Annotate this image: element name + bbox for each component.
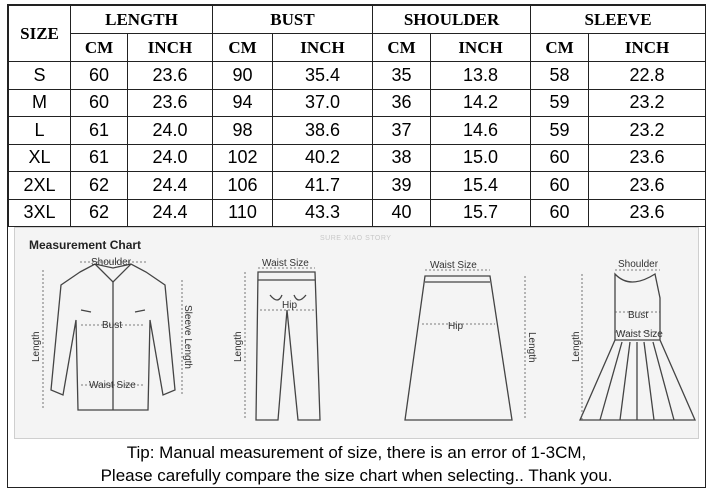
pants-length-label: Length bbox=[233, 331, 244, 362]
size-rows bbox=[9, 62, 706, 227]
shirt-shoulder-label: Shoulder bbox=[91, 257, 132, 268]
value-cell: 60 bbox=[71, 62, 128, 90]
unit-header: CM bbox=[373, 34, 431, 62]
table-row bbox=[9, 89, 706, 117]
value-cell: 59 bbox=[531, 117, 589, 145]
value-cell: 15.0 bbox=[431, 144, 531, 172]
value-cell: 24.4 bbox=[128, 199, 213, 227]
tip-line-2: Please carefully compare the size chart when selecting.. Thank you. bbox=[100, 466, 613, 485]
group-header-sleeve: SLEEVE bbox=[531, 6, 706, 34]
table-row bbox=[9, 62, 706, 90]
group-header-shoulder: SHOULDER bbox=[373, 6, 531, 34]
chart-title: Measurement Chart bbox=[29, 238, 142, 252]
value-cell: 23.2 bbox=[589, 89, 706, 117]
value-cell: 39 bbox=[373, 172, 431, 200]
group-header-length: LENGTH bbox=[71, 6, 213, 34]
value-cell: 110 bbox=[213, 199, 273, 227]
value-cell: 98 bbox=[213, 117, 273, 145]
skirt-hip-label: Hip bbox=[448, 321, 464, 332]
size-cell: 3XL bbox=[9, 199, 71, 227]
value-cell: 38 bbox=[373, 144, 431, 172]
dress-length-label: Length bbox=[571, 331, 582, 362]
dress-bust-label: Bust bbox=[628, 310, 649, 321]
size-cell: XL bbox=[9, 144, 71, 172]
value-cell: 40 bbox=[373, 199, 431, 227]
skirt-length-label: Length bbox=[526, 332, 537, 363]
group-header-bust: BUST bbox=[213, 6, 373, 34]
value-cell: 24.4 bbox=[128, 172, 213, 200]
unit-header: INCH bbox=[273, 34, 373, 62]
value-cell: 41.7 bbox=[273, 172, 373, 200]
size-cell: M bbox=[9, 89, 71, 117]
unit-header-row bbox=[9, 34, 706, 62]
value-cell: 35.4 bbox=[273, 62, 373, 90]
pants-hip-label: Hip bbox=[282, 300, 298, 311]
table-row bbox=[9, 144, 706, 172]
value-cell: 106 bbox=[213, 172, 273, 200]
unit-header: INCH bbox=[128, 34, 213, 62]
tip-line-1: Tip: Manual measurement of size, there is an error of 1-3CM, bbox=[126, 443, 587, 462]
shirt-sleeve-label: Sleeve Length bbox=[182, 305, 193, 369]
table-row bbox=[9, 117, 706, 145]
size-table bbox=[8, 5, 706, 227]
shirt-length-label: Length bbox=[31, 331, 42, 362]
unit-header: CM bbox=[531, 34, 589, 62]
value-cell: 90 bbox=[213, 62, 273, 90]
value-cell: 60 bbox=[71, 89, 128, 117]
value-cell: 59 bbox=[531, 89, 589, 117]
size-cell: 2XL bbox=[9, 172, 71, 200]
value-cell: 35 bbox=[373, 62, 431, 90]
value-cell: 23.2 bbox=[589, 117, 706, 145]
value-cell: 14.2 bbox=[431, 89, 531, 117]
value-cell: 61 bbox=[71, 144, 128, 172]
skirt-waist-label: Waist Size bbox=[430, 260, 477, 271]
value-cell: 62 bbox=[71, 172, 128, 200]
size-cell: S bbox=[9, 62, 71, 90]
value-cell: 37.0 bbox=[273, 89, 373, 117]
value-cell: 15.4 bbox=[431, 172, 531, 200]
value-cell: 14.6 bbox=[431, 117, 531, 145]
value-cell: 36 bbox=[373, 89, 431, 117]
value-cell: 58 bbox=[531, 62, 589, 90]
measurement-chart bbox=[14, 227, 699, 439]
group-header-row bbox=[9, 6, 706, 34]
table-row bbox=[9, 199, 706, 227]
pants-diagram bbox=[220, 250, 340, 435]
value-cell: 23.6 bbox=[589, 199, 706, 227]
value-cell: 61 bbox=[71, 117, 128, 145]
value-cell: 13.8 bbox=[431, 62, 531, 90]
value-cell: 38.6 bbox=[273, 117, 373, 145]
value-cell: 23.6 bbox=[589, 172, 706, 200]
unit-header: INCH bbox=[589, 34, 706, 62]
value-cell: 62 bbox=[71, 199, 128, 227]
unit-header: CM bbox=[213, 34, 273, 62]
table-row bbox=[9, 172, 706, 200]
watermark: SURE XIAO STORY bbox=[320, 235, 392, 242]
pants-waist-label: Waist Size bbox=[262, 258, 309, 269]
skirt-diagram bbox=[390, 250, 540, 435]
value-cell: 24.0 bbox=[128, 117, 213, 145]
value-cell: 40.2 bbox=[273, 144, 373, 172]
value-cell: 15.7 bbox=[431, 199, 531, 227]
size-header: SIZE bbox=[9, 6, 71, 62]
dress-waist-label: Waist Size bbox=[616, 329, 663, 340]
value-cell: 60 bbox=[531, 144, 589, 172]
value-cell: 60 bbox=[531, 172, 589, 200]
unit-header: CM bbox=[71, 34, 128, 62]
unit-header: INCH bbox=[431, 34, 531, 62]
shirt-bust-label: Bust bbox=[102, 320, 123, 331]
size-chart-panel bbox=[7, 4, 706, 488]
value-cell: 22.8 bbox=[589, 62, 706, 90]
value-cell: 60 bbox=[531, 199, 589, 227]
value-cell: 43.3 bbox=[273, 199, 373, 227]
dress-diagram bbox=[570, 250, 700, 435]
value-cell: 23.6 bbox=[128, 89, 213, 117]
value-cell: 23.6 bbox=[128, 62, 213, 90]
value-cell: 102 bbox=[213, 144, 273, 172]
shirt-waist-label: Waist Size bbox=[89, 380, 136, 391]
value-cell: 23.6 bbox=[589, 144, 706, 172]
size-cell: L bbox=[9, 117, 71, 145]
shirt-diagram bbox=[25, 250, 200, 435]
dress-shoulder-label: Shoulder bbox=[618, 259, 659, 270]
value-cell: 94 bbox=[213, 89, 273, 117]
value-cell: 37 bbox=[373, 117, 431, 145]
tip-note bbox=[8, 441, 705, 487]
value-cell: 24.0 bbox=[128, 144, 213, 172]
